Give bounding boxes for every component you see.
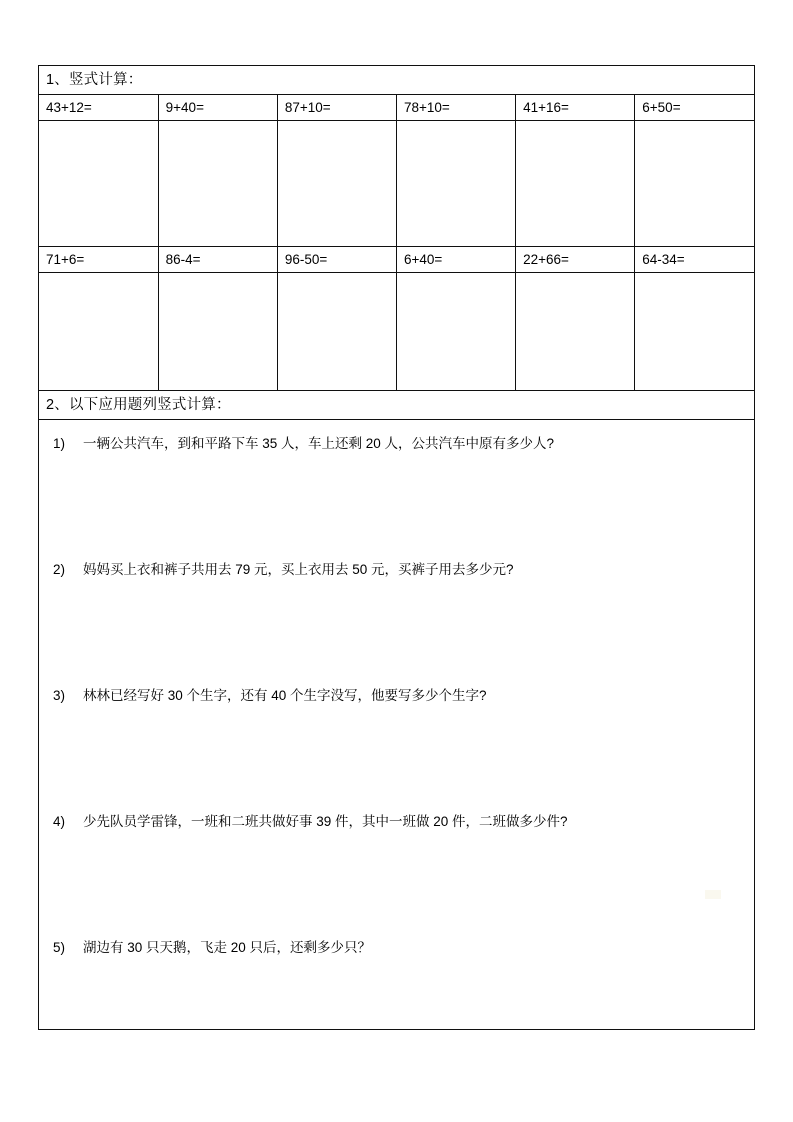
- word-problems-area: [39, 420, 754, 1059]
- calc-work-area[interactable]: [277, 273, 396, 391]
- word-problem-item: [49, 812, 744, 833]
- word-problem-item: [49, 434, 744, 455]
- word-problem-text: 少先队员学雷锋，一班和二班共做好事 39 件，其中一班做 20 件，二班做多少件?: [83, 813, 568, 829]
- calc-work-area[interactable]: [39, 273, 158, 391]
- calc-row-2-workspace: [39, 273, 754, 391]
- calc-problem: 78+10=: [396, 95, 515, 121]
- calc-problem: 43+12=: [39, 95, 158, 121]
- calc-problem: 6+40=: [396, 247, 515, 273]
- calc-problem: 71+6=: [39, 247, 158, 273]
- calc-problem: 87+10=: [277, 95, 396, 121]
- word-problem-item: [49, 560, 744, 581]
- word-problem-number: 2): [53, 561, 66, 577]
- worksheet-frame: [38, 65, 755, 1030]
- word-problem-text: 林林已经写好 30 个生字，还有 40 个生字没写，他要写多少个生字?: [83, 687, 487, 703]
- word-problem-text: 妈妈买上衣和裤子共用去 79 元，买上衣用去 50 元，买裤子用去多少元?: [83, 561, 514, 577]
- word-problem-item: [49, 938, 744, 959]
- calc-problem: 96-50=: [277, 247, 396, 273]
- word-problem-item: [49, 686, 744, 707]
- word-problem-number: 1): [53, 436, 66, 451]
- word-problem-number: 5): [53, 939, 66, 955]
- section-2-heading-row: [39, 391, 754, 420]
- calc-work-area[interactable]: [516, 273, 635, 391]
- calc-work-area[interactable]: [277, 121, 396, 247]
- word-problem-text: 一辆公共汽车，到和平路下车 35 人，车上还剩 20 人，公共汽车中原有多少人?: [83, 436, 555, 451]
- word-problem-number: 4): [53, 813, 66, 829]
- calc-problem: 6+50=: [635, 95, 754, 121]
- scan-artifact: [705, 890, 721, 899]
- calc-work-area[interactable]: [635, 121, 754, 247]
- calc-problem: 64-34=: [635, 247, 754, 273]
- calc-work-area[interactable]: [516, 121, 635, 247]
- calc-work-area[interactable]: [396, 273, 515, 391]
- word-problems-row: [39, 420, 754, 1059]
- calc-row-2-problems: [39, 247, 754, 273]
- calc-work-area[interactable]: [396, 121, 515, 247]
- section-1-heading: 1、竖式计算：: [39, 66, 754, 95]
- section-1-heading-row: [39, 66, 754, 95]
- calc-work-area[interactable]: [158, 121, 277, 247]
- calc-problem: 9+40=: [158, 95, 277, 121]
- calc-row-1-problems: [39, 95, 754, 121]
- calc-work-area[interactable]: [158, 273, 277, 391]
- section-2-heading: 2、以下应用题列竖式计算：: [39, 391, 754, 420]
- calc-row-1-workspace: [39, 121, 754, 247]
- calc-work-area[interactable]: [39, 121, 158, 247]
- calc-work-area[interactable]: [635, 273, 754, 391]
- word-problem-text: 湖边有 30 只天鹅，飞走 20 只后，还剩多少只？: [83, 939, 372, 955]
- calc-problem: 86-4=: [158, 247, 277, 273]
- calc-problem: 22+66=: [516, 247, 635, 273]
- calc-problem: 41+16=: [516, 95, 635, 121]
- worksheet-table: [39, 66, 754, 1058]
- word-problem-number: 3): [53, 687, 66, 703]
